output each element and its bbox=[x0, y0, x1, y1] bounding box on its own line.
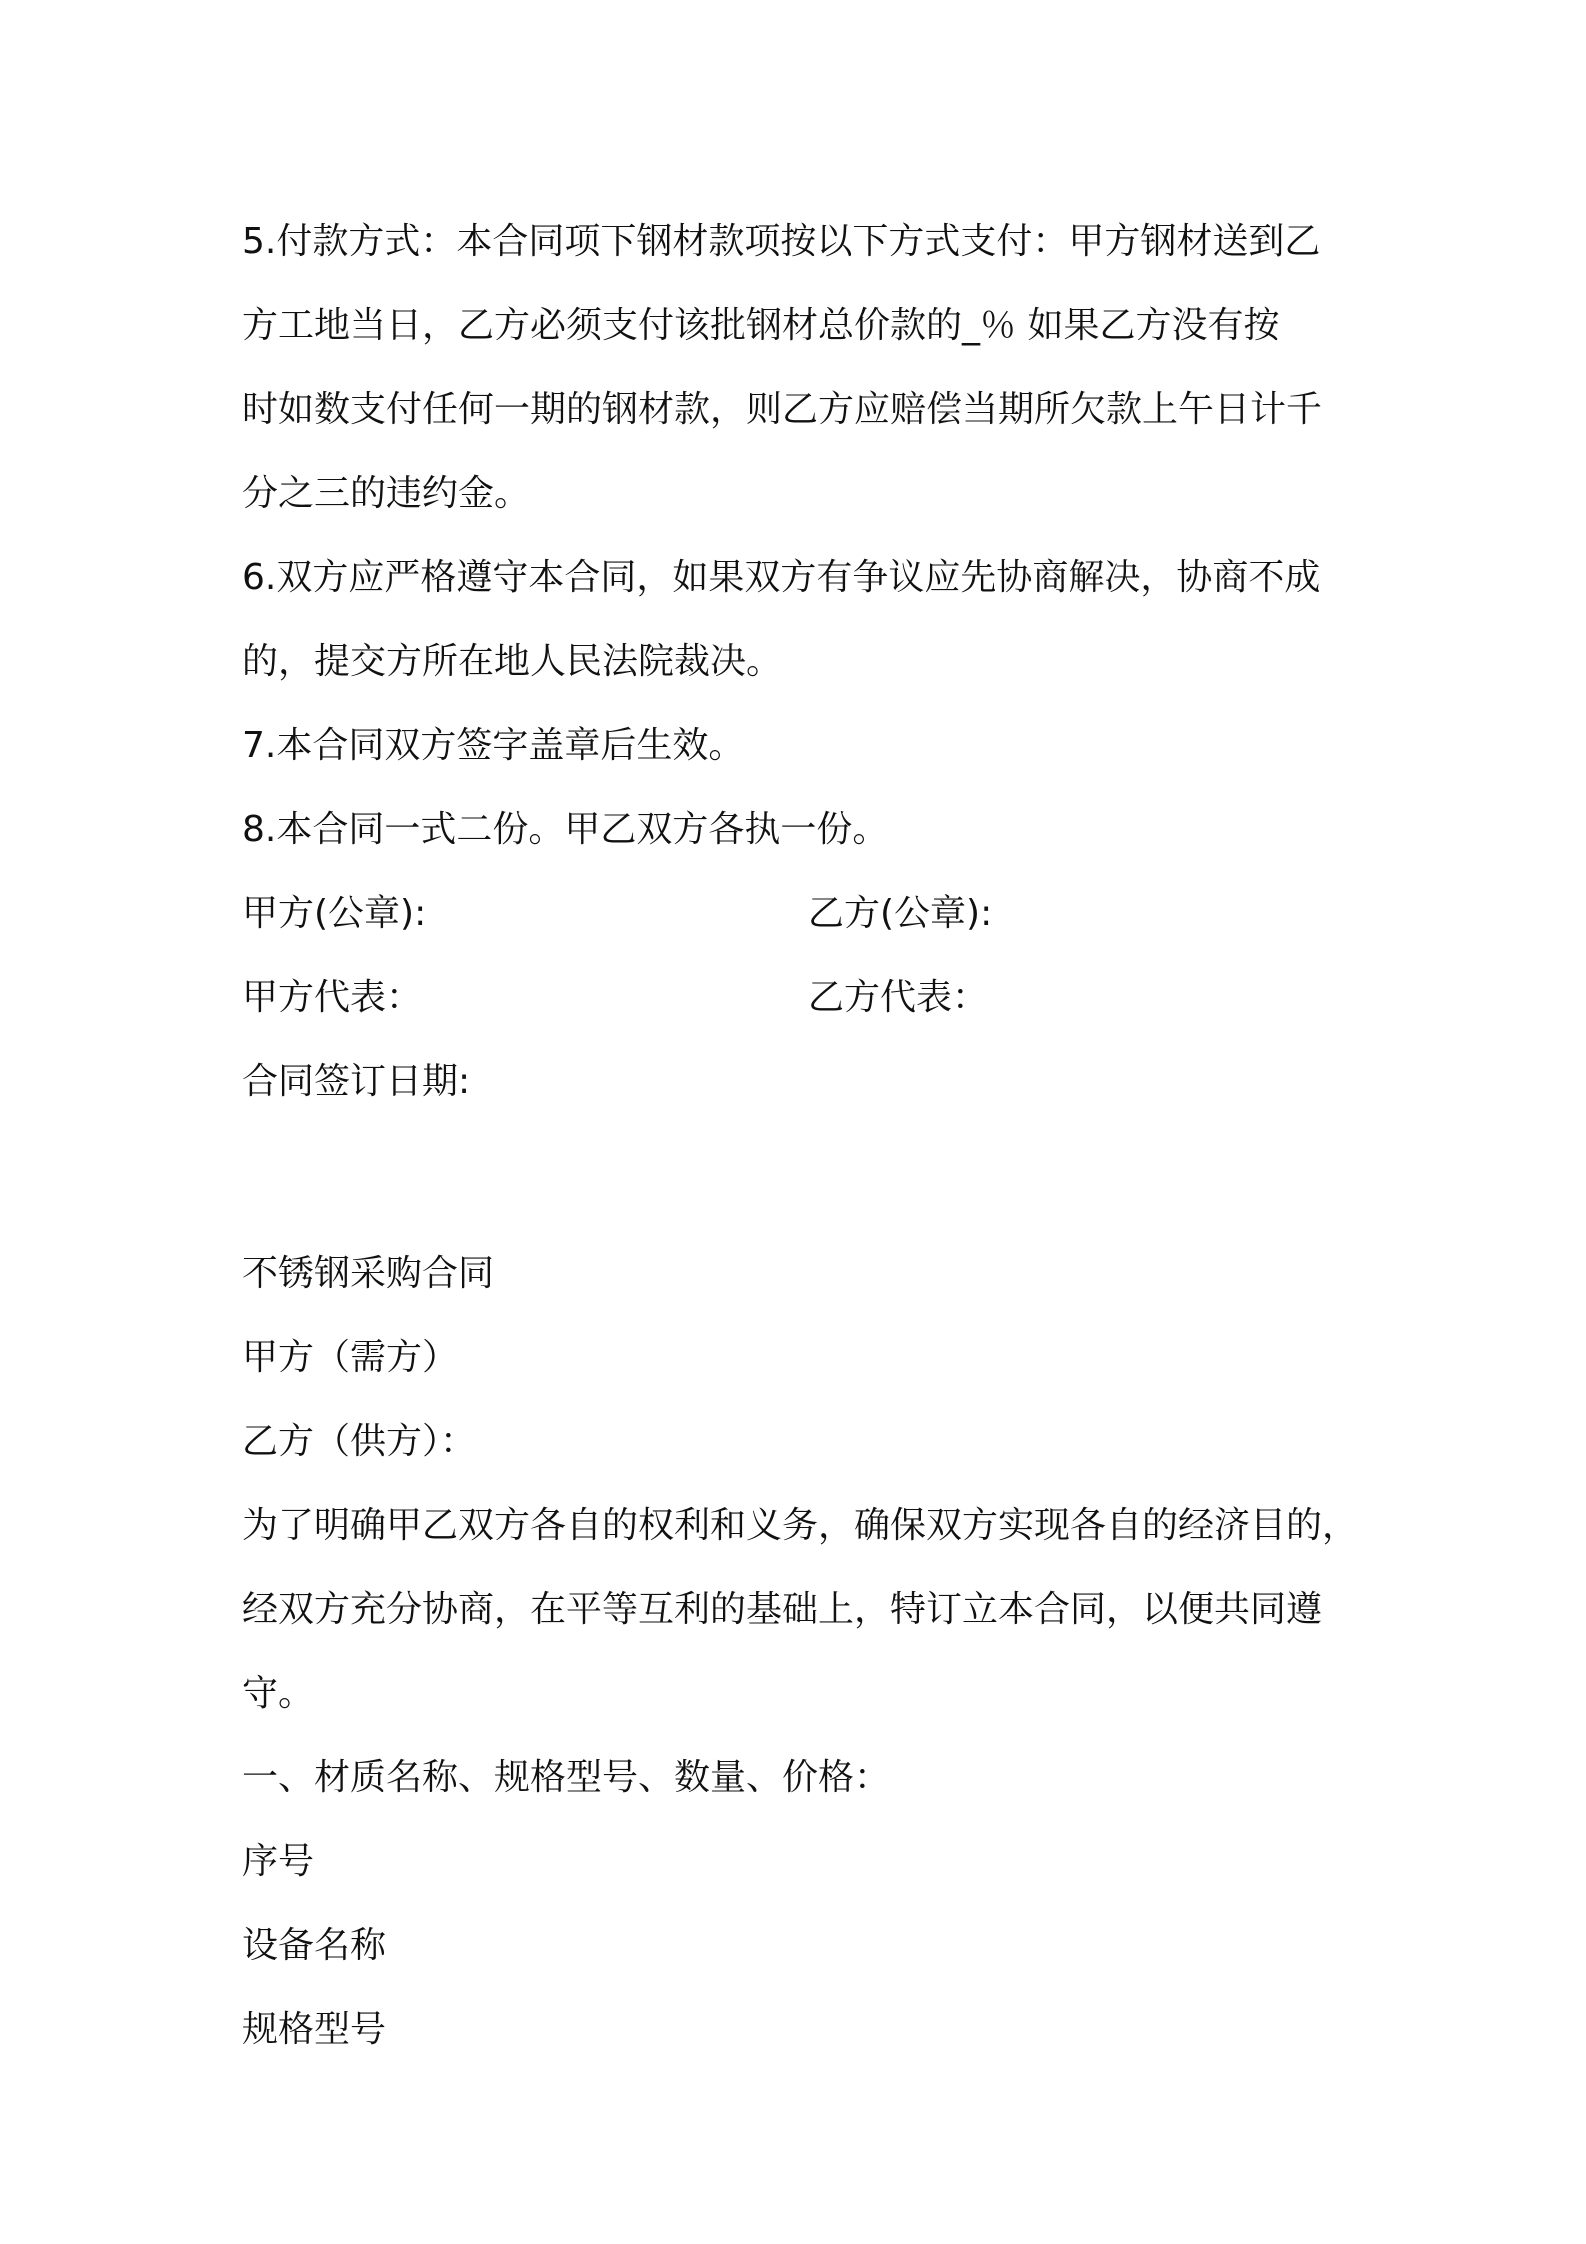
party-a-seal-label: 甲方(公章): bbox=[242, 893, 427, 934]
party-b-label: 乙方（供方）： bbox=[242, 1421, 477, 1462]
clause-7: 7.本合同双方签字盖章后生效。 bbox=[242, 725, 745, 766]
document-body bbox=[242, 200, 1382, 2072]
party-a-rep-label: 甲方代表： bbox=[242, 977, 423, 1018]
item-field: 规格型号 bbox=[242, 2009, 387, 2050]
clause-6-line: 6.双方应严格遵守本合同，如果双方有争议应先协商解决，协商不成 bbox=[242, 557, 1321, 598]
preamble-line: 为了明确甲乙双方各自的权利和义务，确保双方实现各自的经济目的， bbox=[242, 1505, 1359, 1546]
clause-8: 8.本合同一式二份。甲乙双方各执一份。 bbox=[242, 809, 889, 850]
contract-title: 不锈钢采购合同 bbox=[242, 1253, 495, 1294]
section-gap bbox=[242, 1124, 1382, 1232]
clause-6-line: 的，提交方所在地人民法院裁决。 bbox=[242, 641, 783, 682]
party-b-rep-label: 乙方代表： bbox=[808, 977, 989, 1018]
item-field: 序号 bbox=[242, 1841, 315, 1882]
item-fields bbox=[242, 1820, 1382, 2072]
section-heading-1: 一、材质名称、规格型号、数量、价格： bbox=[242, 1757, 891, 1798]
item-field: 设备名称 bbox=[242, 1925, 387, 1966]
party-a-label: 甲方（需方） bbox=[242, 1337, 459, 1378]
representative-row bbox=[242, 956, 1382, 1040]
seal-row bbox=[242, 872, 1382, 956]
preamble bbox=[242, 1484, 1382, 1736]
clause-5-line: 分之三的违约金。 bbox=[242, 473, 531, 514]
preamble-line: 经双方充分协商，在平等互利的基础上，特订立本合同，以便共同遵 bbox=[242, 1589, 1323, 1630]
clause-6 bbox=[242, 536, 1382, 704]
clause-5-line: 时如数支付任何一期的钢材款，则乙方应赔偿当期所欠款上午日计千 bbox=[242, 389, 1323, 430]
clause-5 bbox=[242, 200, 1382, 536]
sign-date-label: 合同签订日期: bbox=[242, 1061, 471, 1102]
party-b-seal-label: 乙方(公章): bbox=[808, 893, 993, 934]
clause-5-line: 5.付款方式：本合同项下钢材款项按以下方式支付：甲方钢材送到乙 bbox=[242, 221, 1321, 262]
preamble-line: 守。 bbox=[242, 1673, 315, 1714]
clause-5-line: 方工地当日，乙方必须支付该批钢材总价款的_％ 如果乙方没有按 bbox=[242, 305, 1280, 346]
